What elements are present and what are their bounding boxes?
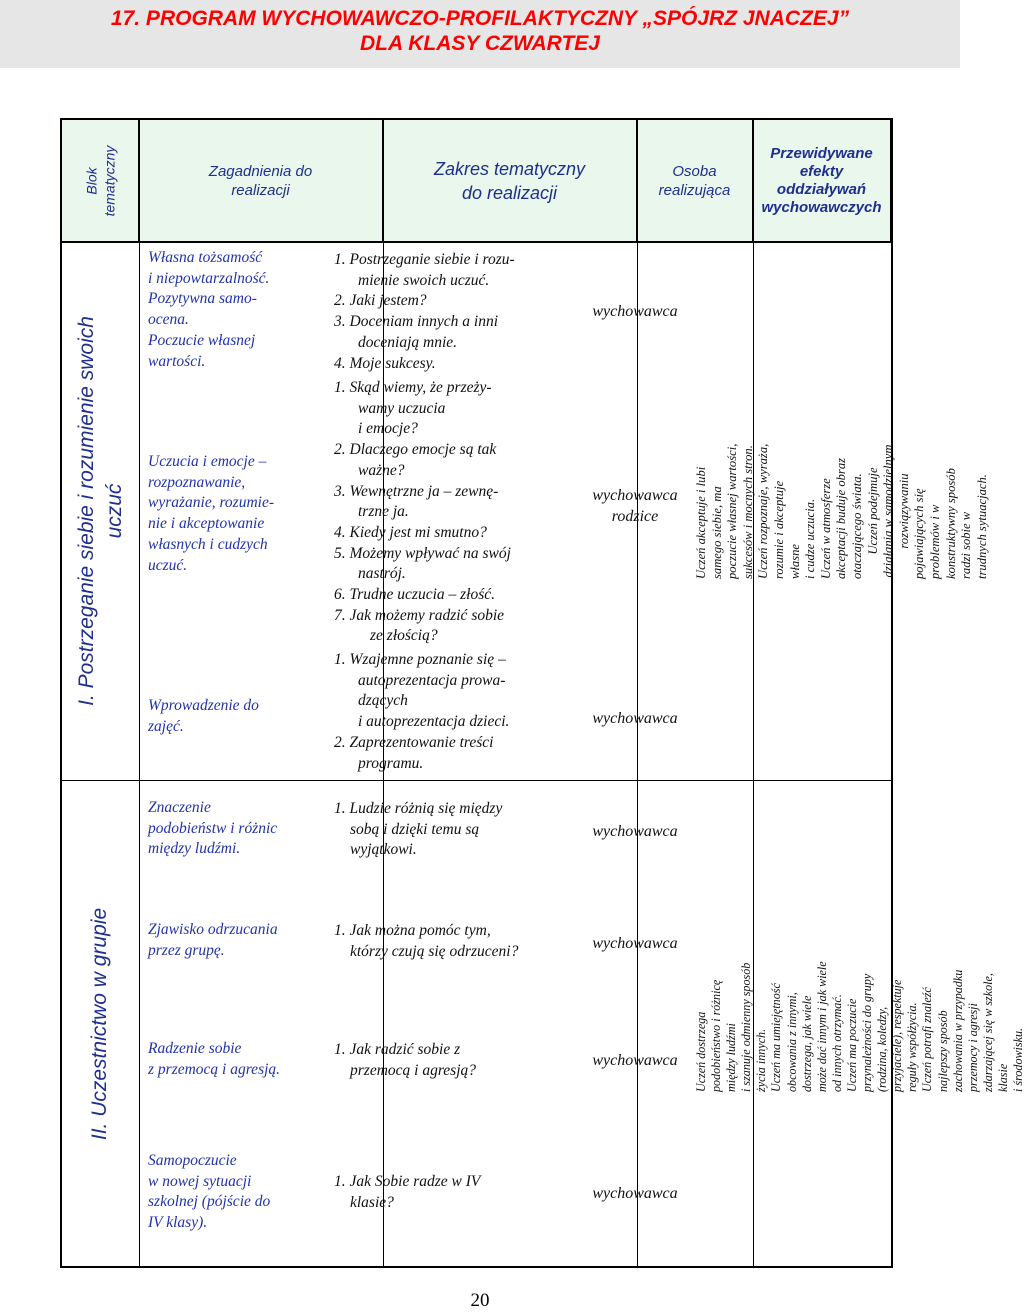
header-osoba xyxy=(637,120,753,242)
text-line: klasie? xyxy=(350,1193,394,1211)
text-line: 2. Zaprezentowanie treści xyxy=(334,733,494,751)
block1-row2-osoba xyxy=(577,485,693,527)
header-efekty-line2: oddziaływań xyxy=(776,180,867,198)
text-line: pojawiających się problemów i w konstruktywny sposób radzi sobie w xyxy=(912,468,974,579)
text-line: 3. Wewnętrzne ja – zewnę- xyxy=(334,482,499,500)
text-line: i niepowtarzalność. xyxy=(148,269,270,287)
text-line: może dać innym i jak wiele od innych otrzymać. xyxy=(814,961,844,1092)
text-line: Zjawisko odrzucania xyxy=(148,921,278,938)
block1-row2-zakres xyxy=(334,378,580,647)
text-line: 2. Jaki jestem? xyxy=(334,292,427,310)
header-blok-line1: Blok xyxy=(83,166,99,195)
block2-label-text: II. Uczestnictwo w grupie xyxy=(88,907,112,1141)
text-line: między ludźmi. xyxy=(148,840,241,858)
text-line: 1. Ludzie różnią się między xyxy=(334,800,503,817)
text-line: wartości. xyxy=(148,352,206,370)
text-line: dzących xyxy=(358,692,408,710)
block1-row1-zakres xyxy=(334,250,580,374)
header-blok xyxy=(62,120,139,242)
text-line: i autoprezentacja dzieci. xyxy=(358,713,510,731)
text-line: Uczeń ma poczucie przynależności do grupy (rodzina, koledzy, xyxy=(844,973,890,1092)
text-line: ze złością? xyxy=(370,627,438,645)
text-line: 1. Wzajemne poznanie się – xyxy=(334,651,506,668)
text-line: ocena. xyxy=(148,311,189,329)
text-line: Uczeń akceptuje i lubi samego siebie, ma poczucie własnej wartości, xyxy=(694,443,740,579)
text-line: Uczeń dostrzega podobieństwo i różnicę między ludźmi xyxy=(694,979,739,1092)
block2-label xyxy=(62,780,139,1268)
text-line: 4. Moje sukcesy. xyxy=(334,354,436,372)
header-blok-line2: tematyczny xyxy=(101,145,117,216)
program-table xyxy=(60,118,1025,1268)
text-line: 1. Jak można pomóc tym, xyxy=(334,922,491,939)
text-line: szkolnej (pójście do xyxy=(148,1193,271,1211)
block2-row3-zakres xyxy=(334,1040,580,1081)
block1-row3-zakres xyxy=(334,650,580,774)
header-zagadnienia-line2: realizacji xyxy=(231,181,290,199)
block2-row2-osoba xyxy=(577,933,693,954)
header-zagadnienia xyxy=(139,120,383,242)
block2-row3-osoba xyxy=(577,1050,693,1071)
text-line: 1. Jak radzić sobie z xyxy=(334,1041,461,1058)
text-line: wychowawca xyxy=(592,303,678,320)
text-line: rozpoznawanie, xyxy=(148,473,246,491)
text-line: mienie swoich uczuć. xyxy=(358,271,490,289)
block2-row4-osoba xyxy=(577,1183,693,1204)
text-line: doceniają mnie. xyxy=(358,333,458,351)
text-line: Uczeń podejmuje działania w samodzielnym rozwiązywaniu xyxy=(865,444,911,578)
page-title xyxy=(0,6,960,56)
text-line: Uczeń w atmosferze akceptacji buduje obraz otaczającego świata. xyxy=(818,457,864,579)
block1-label xyxy=(62,242,139,780)
text-line: ważne? xyxy=(358,461,405,479)
text-line: trudnych sytuacjach. xyxy=(974,474,989,579)
text-line: przez grupę. xyxy=(148,941,225,959)
block1-label-line1: I. Postrzeganie siebie i rozumienie swoich xyxy=(74,316,98,706)
text-line: uczuć. xyxy=(148,556,188,574)
text-line: 1. Jak Sobie radze w IV xyxy=(334,1173,481,1190)
header-zakres-line2: do realizacji xyxy=(461,182,558,203)
text-line: Uczeń ma umiejętność obcowania z innymi, dostrzega, jak wiele xyxy=(769,983,814,1092)
text-line: Uczeń potrafi znaleźć najlepszy sposób zachowania w przypadku xyxy=(920,969,965,1092)
text-line: programu. xyxy=(358,754,424,772)
text-line: IV klasy). xyxy=(148,1214,208,1232)
text-line: wyjątkowi. xyxy=(350,841,417,859)
text-line: i cudze uczucia. xyxy=(803,498,818,579)
text-line: własnych i cudzych xyxy=(148,535,268,553)
text-line: Wprowadzenie do xyxy=(148,697,259,714)
text-line: autoprezentacja prowa- xyxy=(358,671,506,689)
text-line: z przemocą i agresją. xyxy=(148,1060,281,1078)
text-line: Uczeń rozpoznaje, wyraża, rozumie i akceptuje własne xyxy=(756,443,802,579)
header-zakres xyxy=(383,120,637,242)
text-line: wyrażanie, rozumie- xyxy=(148,494,274,512)
text-line: nie i akceptowanie xyxy=(148,515,265,533)
text-line: 5. Możemy wpływać na swój xyxy=(334,544,511,562)
text-line: wychowawca xyxy=(592,710,678,727)
text-line: przemocą i agresją? xyxy=(350,1061,476,1079)
text-line: 1. Postrzeganie siebie i rozu- xyxy=(334,251,515,268)
header-zagadnienia-line1: Zagadnienia do xyxy=(208,162,313,180)
text-line: wychowawca xyxy=(592,935,678,952)
text-line: podobieństw i różnic xyxy=(148,819,278,837)
text-line: wamy uczucia xyxy=(358,399,446,417)
column-divider xyxy=(637,120,638,1266)
header-osoba-line1: Osoba xyxy=(672,162,717,180)
title-line-2: DLA KLASY CZWARTEJ xyxy=(360,32,600,55)
header-efekty-line1: Przewidywane efekty xyxy=(770,144,873,180)
text-line: Znaczenie xyxy=(148,799,211,816)
block2-row1-osoba xyxy=(577,821,693,842)
text-line: wychowawca xyxy=(592,823,678,840)
text-line: 7. Jak możemy radzić sobie xyxy=(334,606,505,624)
block2-row2-zakres xyxy=(334,921,580,962)
text-line: Samopoczucie xyxy=(148,1152,237,1169)
text-line: Radzenie sobie xyxy=(148,1040,242,1057)
text-line: Poczucie własnej xyxy=(148,331,256,349)
text-line: którzy czują się odrzuceni? xyxy=(350,942,519,960)
column-divider xyxy=(139,120,140,1266)
title-line-1: 17. PROGRAM WYCHOWAWCZO-PROFILAKTYCZNY „SPÓJRZ JNACZEJ” xyxy=(110,7,850,30)
block1-efekty xyxy=(694,242,989,780)
text-line: wychowawca xyxy=(592,1185,678,1202)
text-line: 3. Doceniam innych a inni xyxy=(334,313,499,331)
text-line: w nowej sytuacji xyxy=(148,1172,252,1190)
text-line: zajęć. xyxy=(148,717,184,735)
header-osoba-line2: realizująca xyxy=(658,181,731,199)
text-line: 4. Kiedy jest mi smutno? xyxy=(334,523,487,541)
text-line: i środowisku. xyxy=(1010,1027,1025,1092)
text-line: trzne ja. xyxy=(358,503,409,521)
page-number: 20 xyxy=(470,1290,490,1311)
text-line: przyjaciele), respektuje reguły współżycia. xyxy=(890,979,920,1092)
text-line: Uczucia i emocje – xyxy=(148,453,267,470)
block2-efekty xyxy=(694,780,1025,1268)
text-line: Własna tożsamość xyxy=(148,249,263,266)
text-line: Pozytywna samo- xyxy=(148,290,257,308)
block2-row1-zakres xyxy=(334,799,580,861)
header-efekty xyxy=(753,120,891,242)
text-line: 2. Dlaczego emocje są tak xyxy=(334,441,497,459)
header-zakres-line1: Zakres tematyczny xyxy=(433,158,586,179)
text-line: sukcesów i mocnych stron. xyxy=(740,445,755,579)
text-line: sobą i dzięki temu są xyxy=(350,820,480,838)
text-line: 6. Trudne uczucia – złość. xyxy=(334,586,496,604)
text-line: przemocy i agresji zdarzającej się w szkole, klasie xyxy=(965,973,1010,1092)
text-line: rodzice xyxy=(611,508,659,525)
text-line: i emocje? xyxy=(358,420,418,438)
text-line: i szanuje odmienny sposób życia innych. xyxy=(739,962,769,1092)
block1-label-line2: uczuć xyxy=(102,483,126,539)
text-line: wychowawca xyxy=(592,487,678,504)
text-line: nastrój. xyxy=(358,565,406,583)
header-efekty-line3: wychowawczych xyxy=(761,198,882,216)
block2-row4-zakres xyxy=(334,1172,580,1213)
block1-row3-osoba xyxy=(577,708,693,729)
text-line: wychowawca xyxy=(592,1052,678,1069)
text-line: 1. Skąd wiemy, że przeży- xyxy=(334,379,492,396)
block1-row1-osoba xyxy=(577,301,693,322)
